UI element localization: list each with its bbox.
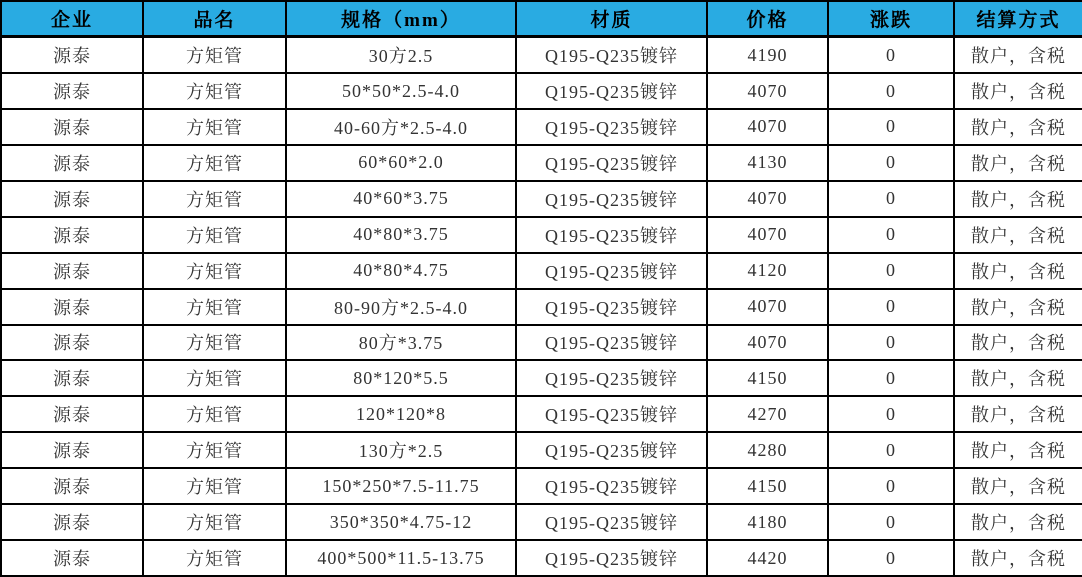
header-spec: 规格（mm） — [286, 1, 516, 37]
cell-spec: 40-60方*2.5-4.0 — [286, 109, 516, 145]
cell-company: 源泰 — [1, 37, 143, 74]
cell-spec: 40*80*3.75 — [286, 217, 516, 253]
cell-price: 4070 — [707, 109, 828, 145]
cell-change: 0 — [828, 181, 954, 217]
header-product: 品名 — [143, 1, 286, 37]
cell-change: 0 — [828, 37, 954, 74]
cell-change: 0 — [828, 109, 954, 145]
cell-change: 0 — [828, 253, 954, 289]
cell-spec: 80方*3.75 — [286, 325, 516, 361]
cell-settlement: 散户，含税 — [954, 325, 1082, 361]
table-row — [1, 432, 1082, 468]
table-row — [1, 181, 1082, 217]
table-row — [1, 37, 1082, 74]
cell-settlement: 散户，含税 — [954, 289, 1082, 325]
cell-change: 0 — [828, 432, 954, 468]
cell-product: 方矩管 — [143, 289, 286, 325]
cell-price: 4180 — [707, 504, 828, 540]
table-row — [1, 504, 1082, 540]
cell-material: Q195-Q235镀锌 — [516, 468, 707, 504]
cell-company: 源泰 — [1, 73, 143, 109]
cell-product: 方矩管 — [143, 37, 286, 74]
cell-settlement: 散户，含税 — [954, 73, 1082, 109]
cell-material: Q195-Q235镀锌 — [516, 253, 707, 289]
cell-company: 源泰 — [1, 289, 143, 325]
table-row — [1, 253, 1082, 289]
cell-change: 0 — [828, 468, 954, 504]
cell-settlement: 散户，含税 — [954, 540, 1082, 576]
cell-spec: 130方*2.5 — [286, 432, 516, 468]
table-body — [1, 37, 1082, 577]
cell-company: 源泰 — [1, 145, 143, 181]
cell-product: 方矩管 — [143, 540, 286, 576]
cell-change: 0 — [828, 325, 954, 361]
cell-material: Q195-Q235镀锌 — [516, 145, 707, 181]
cell-material: Q195-Q235镀锌 — [516, 396, 707, 432]
cell-product: 方矩管 — [143, 253, 286, 289]
cell-product: 方矩管 — [143, 325, 286, 361]
table-header — [1, 1, 1082, 37]
cell-spec: 80-90方*2.5-4.0 — [286, 289, 516, 325]
cell-material: Q195-Q235镀锌 — [516, 540, 707, 576]
cell-settlement: 散户，含税 — [954, 37, 1082, 74]
cell-settlement: 散户，含税 — [954, 360, 1082, 396]
table-row — [1, 360, 1082, 396]
cell-spec: 150*250*7.5-11.75 — [286, 468, 516, 504]
cell-price: 4150 — [707, 360, 828, 396]
cell-material: Q195-Q235镀锌 — [516, 37, 707, 74]
cell-product: 方矩管 — [143, 181, 286, 217]
table-row — [1, 73, 1082, 109]
cell-company: 源泰 — [1, 432, 143, 468]
cell-company: 源泰 — [1, 360, 143, 396]
table-row — [1, 109, 1082, 145]
cell-spec: 350*350*4.75-12 — [286, 504, 516, 540]
cell-material: Q195-Q235镀锌 — [516, 73, 707, 109]
cell-company: 源泰 — [1, 181, 143, 217]
cell-price: 4070 — [707, 289, 828, 325]
cell-material: Q195-Q235镀锌 — [516, 217, 707, 253]
cell-product: 方矩管 — [143, 73, 286, 109]
cell-product: 方矩管 — [143, 145, 286, 181]
cell-spec: 400*500*11.5-13.75 — [286, 540, 516, 576]
cell-product: 方矩管 — [143, 468, 286, 504]
cell-price: 4070 — [707, 217, 828, 253]
cell-product: 方矩管 — [143, 109, 286, 145]
cell-change: 0 — [828, 504, 954, 540]
cell-settlement: 散户，含税 — [954, 432, 1082, 468]
cell-spec: 50*50*2.5-4.0 — [286, 73, 516, 109]
cell-company: 源泰 — [1, 396, 143, 432]
cell-material: Q195-Q235镀锌 — [516, 289, 707, 325]
cell-change: 0 — [828, 145, 954, 181]
cell-settlement: 散户，含税 — [954, 504, 1082, 540]
cell-material: Q195-Q235镀锌 — [516, 181, 707, 217]
cell-price: 4070 — [707, 73, 828, 109]
table-row — [1, 396, 1082, 432]
cell-material: Q195-Q235镀锌 — [516, 109, 707, 145]
cell-material: Q195-Q235镀锌 — [516, 432, 707, 468]
cell-price: 4420 — [707, 540, 828, 576]
header-material: 材质 — [516, 1, 707, 37]
cell-spec: 30方2.5 — [286, 37, 516, 74]
cell-price: 4070 — [707, 325, 828, 361]
cell-product: 方矩管 — [143, 217, 286, 253]
cell-company: 源泰 — [1, 109, 143, 145]
cell-settlement: 散户，含税 — [954, 181, 1082, 217]
cell-spec: 40*80*4.75 — [286, 253, 516, 289]
cell-company: 源泰 — [1, 217, 143, 253]
cell-product: 方矩管 — [143, 504, 286, 540]
cell-settlement: 散户，含税 — [954, 217, 1082, 253]
table-row — [1, 325, 1082, 361]
cell-spec: 60*60*2.0 — [286, 145, 516, 181]
header-change: 涨跌 — [828, 1, 954, 37]
cell-price: 4270 — [707, 396, 828, 432]
cell-price: 4120 — [707, 253, 828, 289]
table-row — [1, 289, 1082, 325]
header-row — [1, 1, 1082, 37]
cell-spec: 80*120*5.5 — [286, 360, 516, 396]
cell-price: 4070 — [707, 181, 828, 217]
cell-settlement: 散户，含税 — [954, 468, 1082, 504]
cell-change: 0 — [828, 289, 954, 325]
table-row — [1, 217, 1082, 253]
cell-spec: 40*60*3.75 — [286, 181, 516, 217]
cell-change: 0 — [828, 396, 954, 432]
cell-price: 4190 — [707, 37, 828, 74]
cell-product: 方矩管 — [143, 432, 286, 468]
cell-change: 0 — [828, 360, 954, 396]
cell-company: 源泰 — [1, 253, 143, 289]
table-row — [1, 540, 1082, 576]
cell-product: 方矩管 — [143, 396, 286, 432]
cell-change: 0 — [828, 73, 954, 109]
cell-company: 源泰 — [1, 325, 143, 361]
cell-price: 4280 — [707, 432, 828, 468]
table-row — [1, 145, 1082, 181]
cell-company: 源泰 — [1, 504, 143, 540]
cell-settlement: 散户，含税 — [954, 396, 1082, 432]
cell-spec: 120*120*8 — [286, 396, 516, 432]
header-price: 价格 — [707, 1, 828, 37]
header-company: 企业 — [1, 1, 143, 37]
cell-price: 4130 — [707, 145, 828, 181]
cell-price: 4150 — [707, 468, 828, 504]
cell-settlement: 散户，含税 — [954, 145, 1082, 181]
cell-product: 方矩管 — [143, 360, 286, 396]
cell-settlement: 散户，含税 — [954, 253, 1082, 289]
cell-settlement: 散户，含税 — [954, 109, 1082, 145]
cell-change: 0 — [828, 217, 954, 253]
header-settlement: 结算方式 — [954, 1, 1082, 37]
cell-material: Q195-Q235镀锌 — [516, 325, 707, 361]
cell-change: 0 — [828, 540, 954, 576]
cell-material: Q195-Q235镀锌 — [516, 504, 707, 540]
table-row — [1, 468, 1082, 504]
cell-company: 源泰 — [1, 540, 143, 576]
cell-company: 源泰 — [1, 468, 143, 504]
cell-material: Q195-Q235镀锌 — [516, 360, 707, 396]
